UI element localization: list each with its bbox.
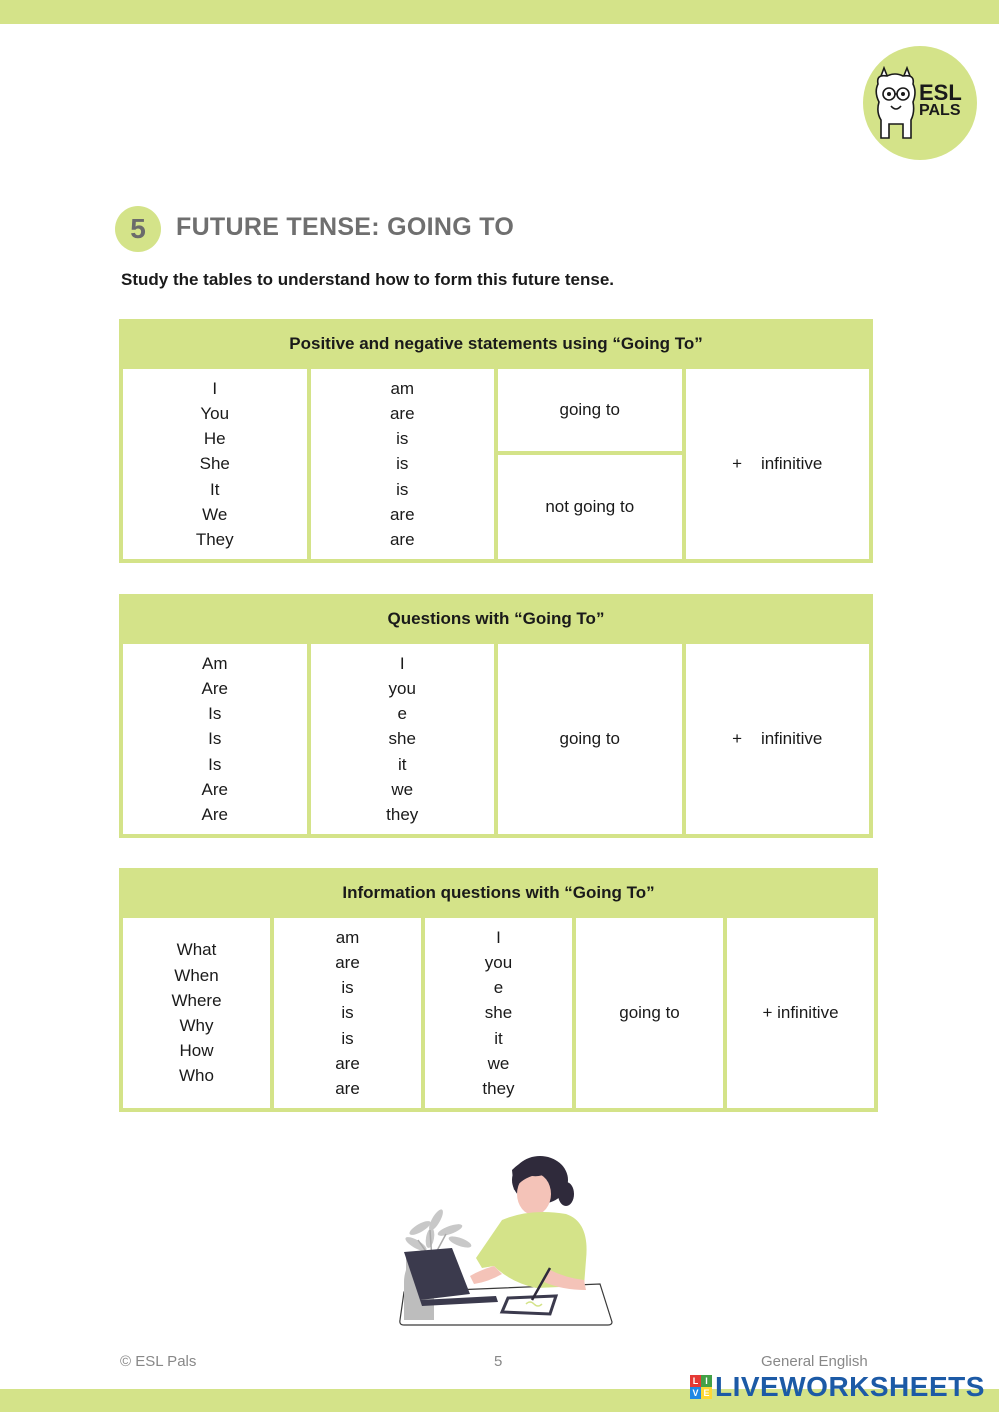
person-at-desk-illustration: [390, 1150, 620, 1330]
list-item: are: [335, 1079, 360, 1098]
section-number-badge: 5: [115, 206, 161, 252]
list-item: I: [496, 927, 501, 947]
infinitive-cell: + infinitive: [684, 367, 872, 561]
list-item: We: [202, 504, 228, 524]
top-accent-bar: [0, 0, 999, 24]
list-item: Why: [179, 1016, 214, 1035]
footer-course: General English: [761, 1353, 868, 1370]
esl-pals-logo: [863, 46, 977, 160]
subjects-column: [423, 916, 574, 1110]
list-item: e: [493, 978, 504, 998]
list-item: they: [386, 805, 419, 824]
footer-copyright: © ESL Pals: [120, 1353, 197, 1370]
verbs-column: [121, 642, 309, 836]
list-item: we: [487, 1053, 510, 1073]
wh-words-column: [121, 916, 272, 1110]
table-header: Positive and negative statements using “Going To”: [121, 321, 871, 367]
list-item: you: [388, 678, 416, 698]
list-item: we: [391, 779, 414, 799]
list-item: Are: [201, 678, 228, 698]
list-item: she: [484, 1003, 513, 1023]
table-header: Questions with “Going To”: [121, 596, 871, 642]
plant-icon: [404, 1208, 473, 1254]
list-item: You: [200, 403, 230, 423]
positive-negative-table: [119, 319, 873, 563]
positive-cell: going to: [496, 367, 684, 453]
table-header: Information questions with “Going To”: [121, 870, 876, 916]
list-item: Who: [179, 1066, 214, 1086]
list-item: e: [397, 704, 407, 724]
badge-letter: L: [690, 1375, 701, 1387]
logo-line1: ESL: [919, 80, 962, 105]
list-item: is: [341, 1028, 354, 1048]
subjects-column: [309, 642, 497, 836]
verbs-column: [309, 367, 497, 561]
list-item: is: [396, 454, 409, 474]
logo-line2: PALS: [919, 102, 961, 119]
list-item: It: [210, 479, 220, 499]
list-item: Is: [208, 754, 222, 774]
list-item: Is: [208, 729, 222, 749]
list-item: is: [396, 479, 409, 499]
going-to-cell: going to: [496, 642, 684, 836]
logo-text: [919, 80, 962, 120]
list-item: How: [179, 1041, 214, 1061]
list-item: are: [389, 403, 415, 423]
list-item: it: [494, 1028, 503, 1048]
tablet-icon: [502, 1296, 556, 1314]
list-item: When: [174, 965, 219, 985]
instructions-text: Study the tables to understand how to form this future tense.: [121, 270, 615, 289]
badge-letter: I: [701, 1375, 712, 1387]
llama-icon: [873, 66, 919, 142]
liveworksheets-badge-icon: [690, 1375, 712, 1399]
list-item: They: [195, 530, 234, 549]
list-item: Are: [201, 805, 228, 824]
list-item: Are: [201, 779, 228, 799]
list-item: is: [341, 1003, 354, 1023]
infinitive-cell: + infinitive: [725, 916, 876, 1110]
list-item: He: [203, 429, 226, 449]
list-item: Where: [171, 990, 222, 1010]
liveworksheets-watermark[interactable]: [690, 1370, 985, 1404]
list-item: am: [335, 927, 360, 947]
list-item: are: [389, 504, 415, 524]
subjects-column: [121, 367, 309, 561]
going-to-cell: going to: [574, 916, 725, 1110]
list-item: I: [212, 378, 218, 398]
list-item: are: [389, 530, 415, 549]
badge-letter: V: [690, 1387, 701, 1399]
footer-page-number: 5: [494, 1353, 503, 1370]
list-item: am: [390, 378, 415, 398]
list-item: is: [396, 429, 409, 449]
information-questions-table: [119, 868, 878, 1112]
list-item: What: [176, 940, 217, 960]
liveworksheets-text: LIVEWORKSHEETS: [715, 1371, 985, 1402]
negative-cell: not going to: [496, 453, 684, 561]
list-item: She: [199, 454, 230, 474]
list-item: Is: [208, 704, 222, 724]
page-title: FUTURE TENSE: GOING TO: [176, 213, 515, 241]
list-item: they: [482, 1079, 515, 1098]
questions-table: [119, 594, 873, 838]
list-item: you: [484, 952, 513, 972]
list-item: Am: [202, 653, 228, 673]
list-item: are: [335, 1053, 360, 1073]
infinitive-cell: + infinitive: [684, 642, 872, 836]
badge-letter: E: [701, 1387, 712, 1399]
list-item: I: [399, 653, 405, 673]
list-item: are: [335, 952, 360, 972]
list-item: she: [388, 729, 416, 749]
verbs-column: [272, 916, 423, 1110]
list-item: is: [341, 978, 354, 998]
list-item: it: [398, 754, 407, 774]
